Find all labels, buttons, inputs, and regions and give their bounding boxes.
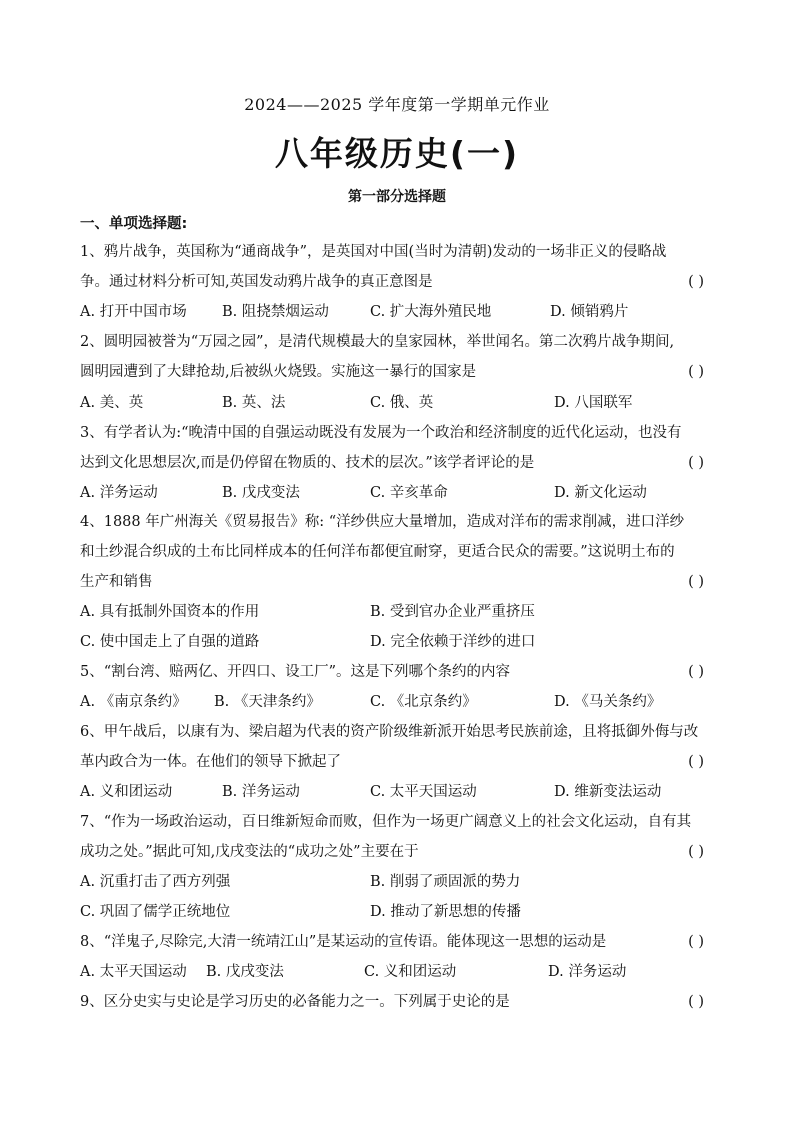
option-a: A. 打开中国市场 <box>80 304 187 320</box>
option-a: A. 义和团运动 <box>80 784 173 800</box>
question-4-options-row-1 <box>80 601 710 623</box>
question-7-line-2 <box>80 841 710 863</box>
answer-blank: ( ) <box>688 844 704 860</box>
option-d: D. 八国联军 <box>554 395 633 411</box>
question-8-stem: 8、“洋鬼子,尽除完,大清一统靖江山”是某运动的宣传语。能体现这一思想的运动是 <box>80 934 607 950</box>
option-c: C. 使中国走上了自强的道路 <box>80 634 260 650</box>
option-b: B. 《天津条约》 <box>214 694 321 710</box>
section-heading: 一、单项选择题: <box>80 216 188 232</box>
option-a: A. 具有抵制外国资本的作用 <box>80 604 260 620</box>
question-6-line-1: 6、甲午战后，以康有为、梁启超为代表的资产阶级维新派开始思考民族前途，且将抵御外侮与改 <box>80 724 699 740</box>
question-8-line-1 <box>80 931 710 953</box>
question-3-line-2 <box>80 452 710 474</box>
answer-blank: ( ) <box>688 574 704 590</box>
answer-blank: ( ) <box>688 274 704 290</box>
question-1-options <box>80 301 710 323</box>
question-7-options-row-1 <box>80 871 710 893</box>
question-9-stem: 9、区分史实与史论是学习历史的必备能力之一。下列属于史论的是 <box>80 994 510 1010</box>
question-3-options <box>80 482 710 504</box>
option-d: D. 《马关条约》 <box>554 694 662 710</box>
option-d: D. 维新变法运动 <box>554 784 662 800</box>
option-b: B. 受到官办企业严重挤压 <box>370 604 535 620</box>
option-c: C. 巩固了儒学正统地位 <box>80 904 231 920</box>
option-a: A. 沉重打击了西方列强 <box>80 874 231 890</box>
answer-blank: ( ) <box>688 934 704 950</box>
option-c: C. 俄、英 <box>370 395 434 411</box>
question-1-stem-end: 争。通过材料分析可知,英国发动鸦片战争的真正意图是 <box>80 274 433 290</box>
question-4-stem-end: 生产和销售 <box>80 574 153 590</box>
option-b: B. 洋务运动 <box>222 784 300 800</box>
question-2-stem-end: 圆明园遭到了大肆抢劫,后被纵火烧毁。实施这一暴行的国家是 <box>80 364 477 380</box>
option-a: A. 《南京条约》 <box>80 694 187 710</box>
question-6-line-2 <box>80 751 710 773</box>
question-8-options <box>80 961 710 983</box>
answer-blank: ( ) <box>688 994 704 1010</box>
document-title: 八年级历史(一) <box>274 134 520 173</box>
part-heading: 第一部分选择题 <box>348 189 446 205</box>
option-c: C. 太平天国运动 <box>370 784 477 800</box>
answer-blank: ( ) <box>688 664 704 680</box>
option-c: C. 义和团运动 <box>364 964 457 980</box>
question-4-line-3 <box>80 571 710 593</box>
question-4-line-2: 和土纱混合织成的土布比同样成本的任何洋布都便宜耐穿，更适合民众的需要。”这说明土布的 <box>80 544 675 560</box>
option-d: D. 洋务运动 <box>548 964 627 980</box>
option-d: D. 新文化运动 <box>554 485 647 501</box>
question-7-options-row-2 <box>80 901 710 923</box>
option-a: A. 洋务运动 <box>80 485 158 501</box>
question-2-options <box>80 392 710 414</box>
question-2-line-1: 2、圆明园被誉为“万园之园”，是清代规模最大的皇家园林，举世闻名。第二次鸦片战争期间, <box>80 334 675 350</box>
answer-blank: ( ) <box>688 754 704 770</box>
question-3-stem-end: 达到文化思想层次,而是仍停留在物质的、技术的层次。”该学者评论的是 <box>80 455 535 471</box>
option-c: C. 《北京条约》 <box>370 694 477 710</box>
question-4-line-1: 4、1888 年广州海关《贸易报告》称: “洋纱供应大量增加，造成对洋布的需求削减，进口洋纱 <box>80 514 685 530</box>
question-7-stem-end: 成功之处。”据此可知,戊戌变法的“成功之处”主要在于 <box>80 844 419 860</box>
term-subtitle: 2024——2025 学年度第一学期单元作业 <box>244 95 550 114</box>
option-b: B. 戊戌变法 <box>222 485 300 501</box>
option-a: A. 美、英 <box>80 395 144 411</box>
option-d: D. 推动了新思想的传播 <box>370 904 521 920</box>
question-4-options-row-2 <box>80 631 710 653</box>
option-b: B. 戊戌变法 <box>206 964 284 980</box>
question-5-line-1 <box>80 661 710 683</box>
option-d: D. 完全依赖于洋纱的进口 <box>370 634 536 650</box>
question-5-stem: 5、“割台湾、赔两亿、开四口、设工厂”。这是下列哪个条约的内容 <box>80 664 511 680</box>
option-b: B. 阻挠禁烟运动 <box>222 304 329 320</box>
option-b: B. 削弱了顽固派的势力 <box>370 874 521 890</box>
question-6-stem-end: 革内政合为一体。在他们的领导下掀起了 <box>80 754 341 770</box>
question-9-line-1 <box>80 991 710 1013</box>
question-1-line-2 <box>80 271 710 293</box>
question-5-options <box>80 691 710 713</box>
option-c: C. 扩大海外殖民地 <box>370 304 492 320</box>
option-a: A. 太平天国运动 <box>80 964 187 980</box>
question-6-options <box>80 781 710 803</box>
answer-blank: ( ) <box>688 364 704 380</box>
answer-blank: ( ) <box>688 455 704 471</box>
question-1-line-1: 1、鸦片战争，英国称为“通商战争”，是英国对中国(当时为清朝)发动的一场非正义的侵略战 <box>80 244 667 260</box>
option-b: B. 英、法 <box>222 395 286 411</box>
question-2-line-2 <box>80 361 710 383</box>
option-d: D. 倾销鸦片 <box>550 304 629 320</box>
option-c: C. 辛亥革命 <box>370 485 448 501</box>
question-3-line-1: 3、有学者认为:“晚清中国的自强运动既没有发展为一个政治和经济制度的近代化运动，也没有 <box>80 425 682 441</box>
question-7-line-1: 7、“作为一场政治运动，百日维新短命而败，但作为一场更广阔意义上的社会文化运动，自有其 <box>80 814 692 830</box>
